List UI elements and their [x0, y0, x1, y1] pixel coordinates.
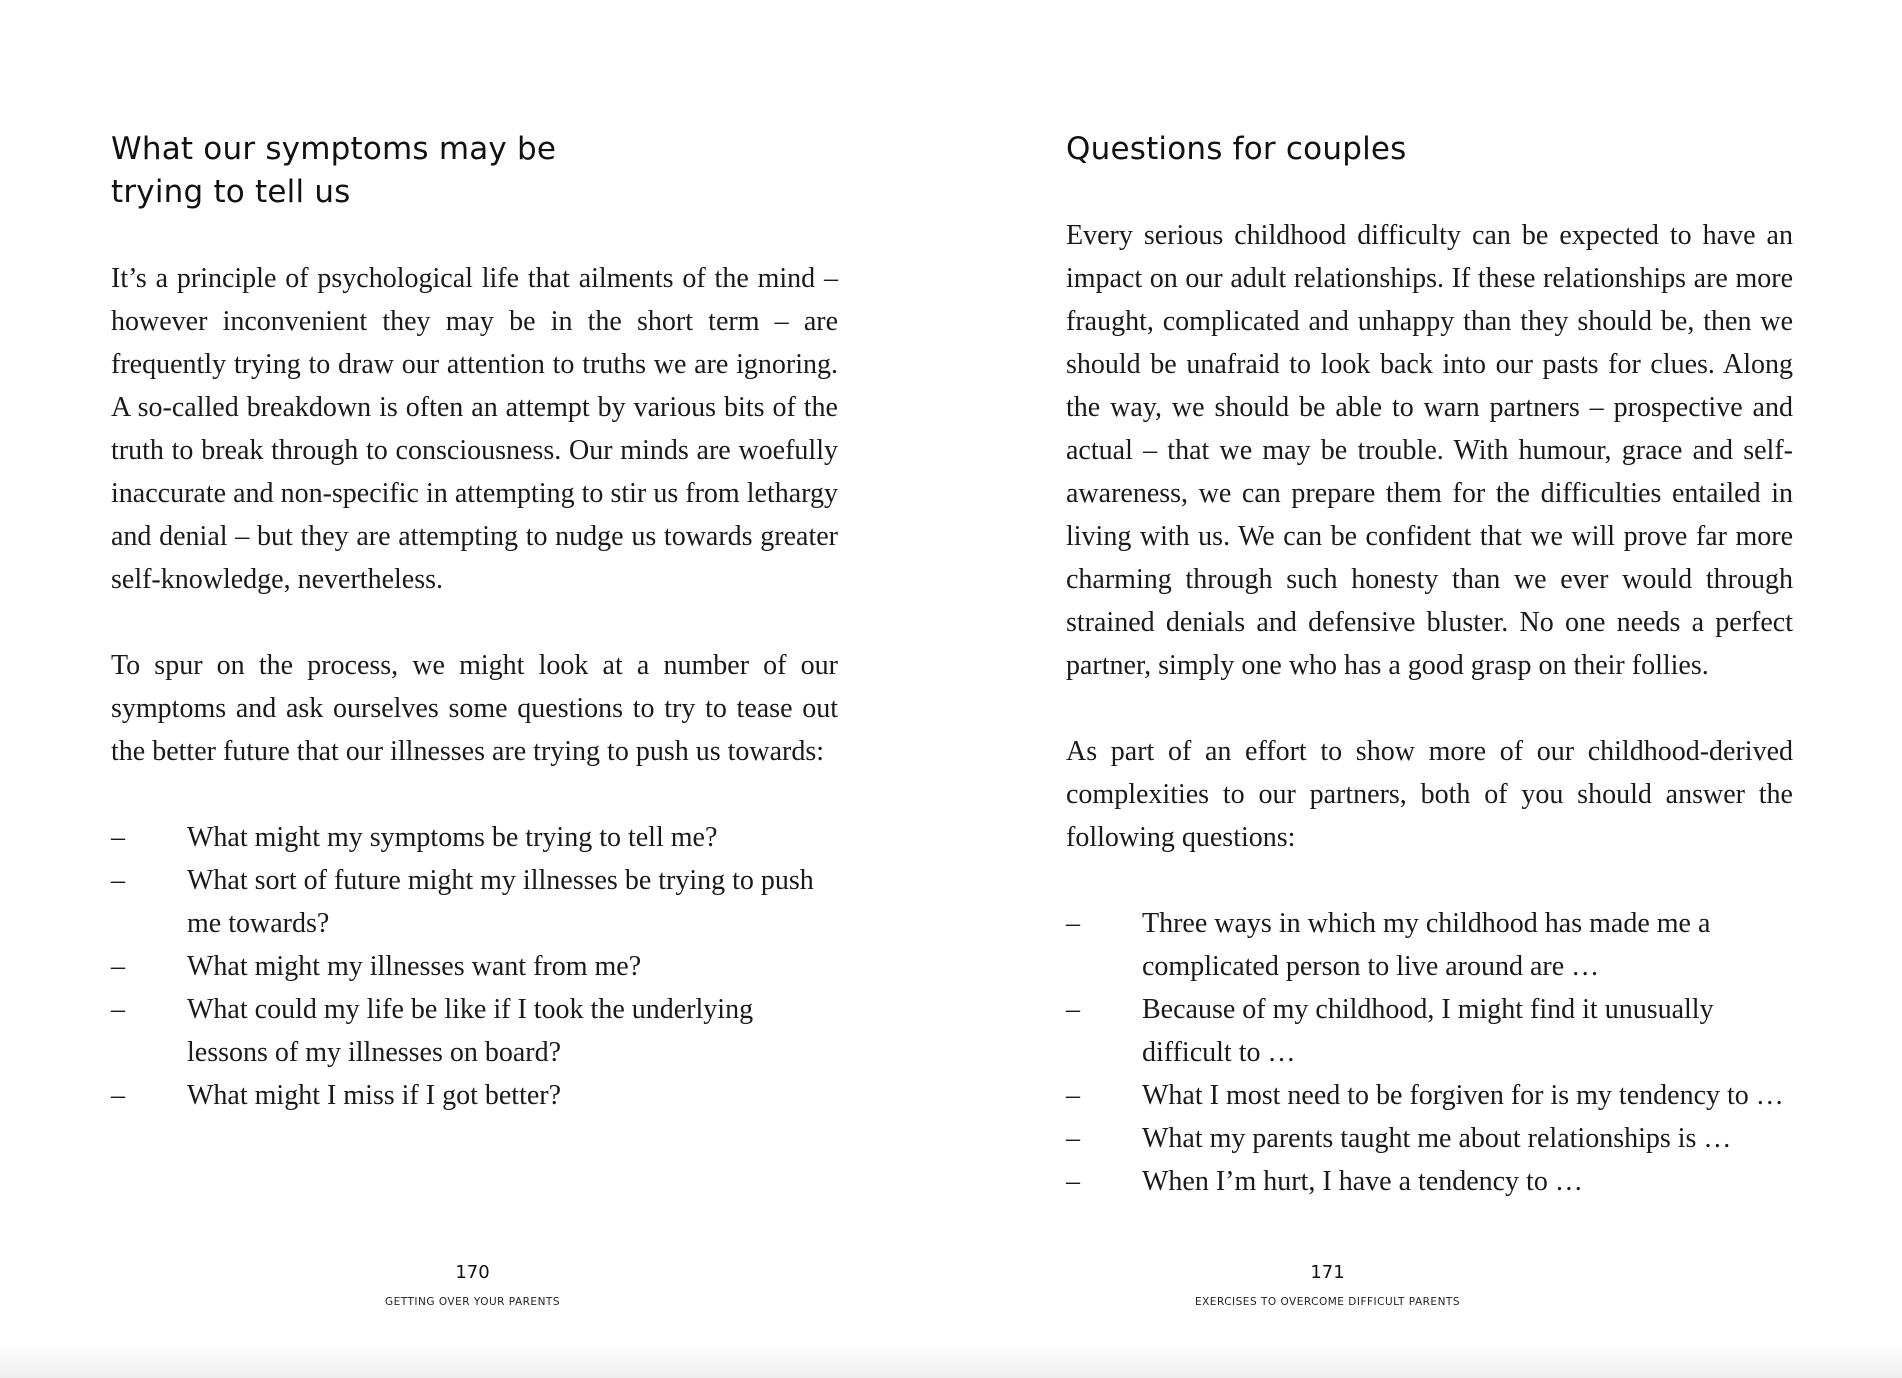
right-paragraph-1: Every serious childhood difficulty can be expected to have an impact on our adult relationships. If these relationships are more fraught, complicated and unhappy than they should be, then we should be unafraid to look back into our pasts for clues. Along the way, we should be able to warn partners – prospective and actual – that we may be trouble. With humour, grace and self-awareness, we can prepare them for the difficulties entailed in living with us. We can be confident that we will prove far more charming through such honesty than we ever would through strained denials and defensive bluster. No one needs a perfect partner, simply one who has a good grasp on their follies. [1066, 220, 1793, 681]
dash-marker: – [111, 951, 125, 982]
dash-marker: – [111, 865, 125, 896]
list-item [1066, 1074, 1793, 1117]
left-heading-line1: What our symptoms may be [111, 131, 557, 167]
list-item [111, 816, 838, 859]
question-text: What sort of future might my illnesses be trying to push me towards? [187, 865, 814, 939]
left-heading [111, 128, 838, 214]
question-text: Because of my childhood, I might find it unusually difficult to … [1142, 994, 1714, 1068]
dash-marker: – [1066, 1123, 1080, 1154]
question-text: What my parents taught me about relationships is … [1142, 1123, 1732, 1154]
list-item [1066, 1160, 1793, 1203]
running-title: EXERCISES TO OVERCOME DIFFICULT PARENTS [1194, 1296, 1460, 1308]
dash-marker: – [111, 1080, 125, 1111]
left-text-column [111, 128, 838, 1117]
left-paragraph-1: It’s a principle of psychological life that ailments of the mind – however inconvenient they may be in the short term – are frequently trying to draw our attention to truths we are ignoring. A so-called breakdown is often an attempt by various bits of the truth to break through to consciousness. Our minds are woefully inaccurate and non-specific in attempting to stir us from lethargy and denial – but they are attempting to nudge us towards greater self-knowledge, nevertheless. [111, 263, 838, 595]
dash-marker: – [1066, 994, 1080, 1025]
left-page-footer [0, 1261, 948, 1308]
left-heading-line2: trying to tell us [111, 174, 351, 210]
list-item [111, 1074, 838, 1117]
bottom-shadow [0, 1342, 1902, 1378]
question-text: When I’m hurt, I have a tendency to … [1142, 1166, 1583, 1197]
left-paragraph-2: To spur on the process, we might look at a number of our symptoms and ask ourselves some questions to try to tease out the better future that our illnesses are trying to push us towards: [111, 650, 838, 767]
dash-marker: – [111, 822, 125, 853]
question-text: Three ways in which my childhood has made me a complicated person to live around are … [1142, 908, 1711, 982]
page-number: 170 [455, 1262, 490, 1283]
running-title: GETTING OVER YOUR PARENTS [385, 1296, 560, 1308]
list-item [111, 988, 838, 1074]
dash-marker: – [1066, 908, 1080, 939]
right-paragraph-2: As part of an effort to show more of our childhood-derived complexities to our partners, both of you should answer the following questions: [1066, 736, 1793, 853]
dash-marker: – [111, 994, 125, 1025]
dash-marker: – [1066, 1080, 1080, 1111]
list-item [1066, 988, 1793, 1074]
right-heading: Questions for couples [1066, 131, 1407, 167]
dash-marker: – [1066, 1166, 1080, 1197]
right-page-footer [852, 1261, 1803, 1308]
question-text: What I most need to be forgiven for is my tendency to … [1142, 1080, 1784, 1111]
page-number: 171 [1310, 1262, 1345, 1283]
question-text: What might I miss if I got better? [187, 1080, 562, 1111]
question-text: What might my symptoms be trying to tell me? [187, 822, 718, 853]
right-question-list [1066, 902, 1793, 1203]
question-text: What could my life be like if I took the underlying lessons of my illnesses on board? [187, 994, 754, 1068]
list-item [1066, 1117, 1793, 1160]
right-text-column [1066, 128, 1793, 1203]
list-item [111, 945, 838, 988]
question-text: What might my illnesses want from me? [187, 951, 642, 982]
right-page [951, 0, 1902, 1378]
list-item [1066, 902, 1793, 988]
list-item [111, 859, 838, 945]
left-question-list [111, 816, 838, 1117]
